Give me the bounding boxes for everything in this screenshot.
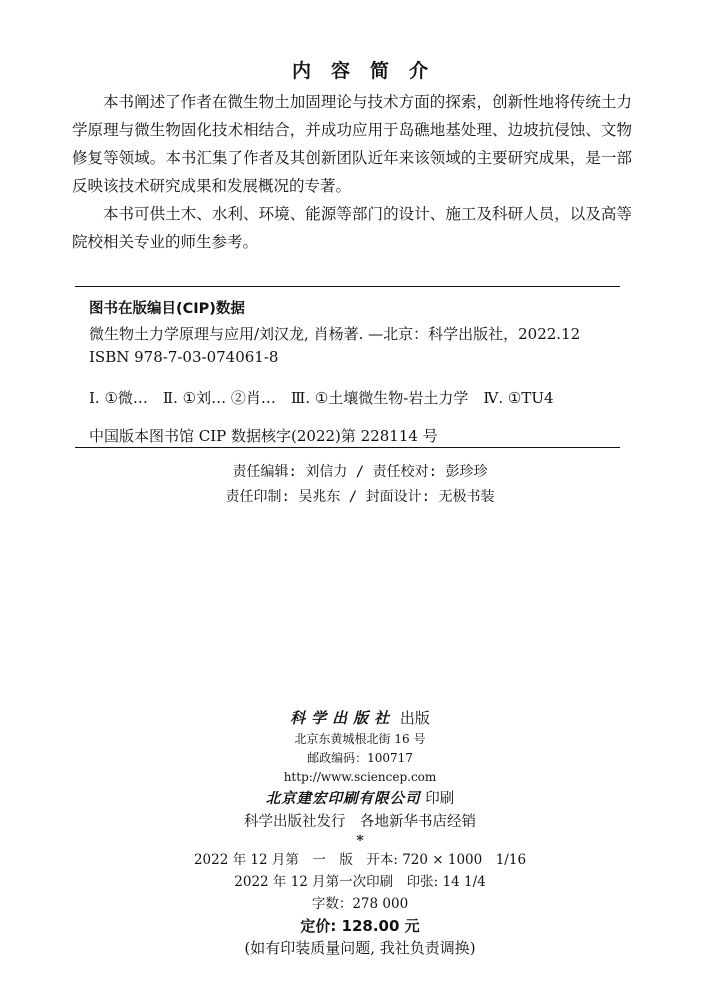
cip-data-block <box>75 286 620 448</box>
distribution-line: 科学出版社发行 各地新华书店经销 <box>244 814 476 830</box>
intro-paragraph-2: 本书可供土木、水利、环境、能源等部门的设计、施工及科研人员，以及高等院校相关专业的师生参考。 <box>72 205 632 251</box>
printing-line: 2022 年 12 月第一次印刷 印张: 14 1/4 <box>234 874 486 890</box>
postal-code: 邮政编码：100717 <box>307 751 413 765</box>
colophon <box>0 706 720 959</box>
printer-line <box>0 787 720 811</box>
publisher-suffix: 出版 <box>399 709 430 727</box>
price: 定价: 128.00 元 <box>300 917 420 935</box>
editors-line-2: 责任印制: 吴兆东 / 封面设计: 无极书装 <box>225 489 495 505</box>
responsible-editors <box>0 460 720 510</box>
quality-notice: (如有印装质量问题, 我社负责调换) <box>244 939 476 957</box>
publisher-address: 北京东黄城根北街 16 号 <box>294 732 426 746</box>
intro-paragraph-1: 本书阐述了作者在微生物土加固理论与技术方面的探索，创新性地将传统土力学原理与微生物固化技术相结合，并成功应用于岛礁地基处理、边坡抗侵蚀、文物修复等领域。本书汇集了作者及其创新团队近年来该领域的主要研究成果，是一部反映该技术研究成果和发展概况的专著。 <box>72 93 632 195</box>
cip-heading: 图书在版编目(CIP)数据 <box>89 301 245 317</box>
cip-record-number: 中国版本图书馆 CIP 数据核字(2022)第 228114 号 <box>89 427 438 445</box>
intro-title: 内容简介 <box>291 60 448 82</box>
cip-bibliographic-entry: 微生物土力学原理与应用/刘汉龙, 肖杨著. —北京：科学出版社，2022.12 <box>89 325 581 343</box>
separator-star: * <box>356 833 364 849</box>
publisher-name: 科学出版社 <box>290 709 396 727</box>
publisher-line <box>0 706 720 730</box>
cip-subject-headings: Ⅰ. ①微… Ⅱ. ①刘… ②肖… Ⅲ. ①土壤微生物-岩土力学 Ⅳ. ①TU4 <box>89 389 554 407</box>
editors-line-1: 责任编辑: 刘信力 / 责任校对: 彭珍珍 <box>232 464 488 480</box>
publisher-website: http://www.sciencep.com <box>283 770 437 784</box>
edition-line: 2022 年 12 月第 一 版 开本: 720 × 1000 1/16 <box>193 852 527 868</box>
intro-body <box>72 88 632 256</box>
printer-suffix: 印刷 <box>425 791 455 807</box>
cip-isbn: ISBN 978-7-03-074061-8 <box>89 348 279 366</box>
printer-name: 北京建宏印刷有限公司 <box>265 791 421 807</box>
word-count: 字数：278 000 <box>311 896 409 912</box>
